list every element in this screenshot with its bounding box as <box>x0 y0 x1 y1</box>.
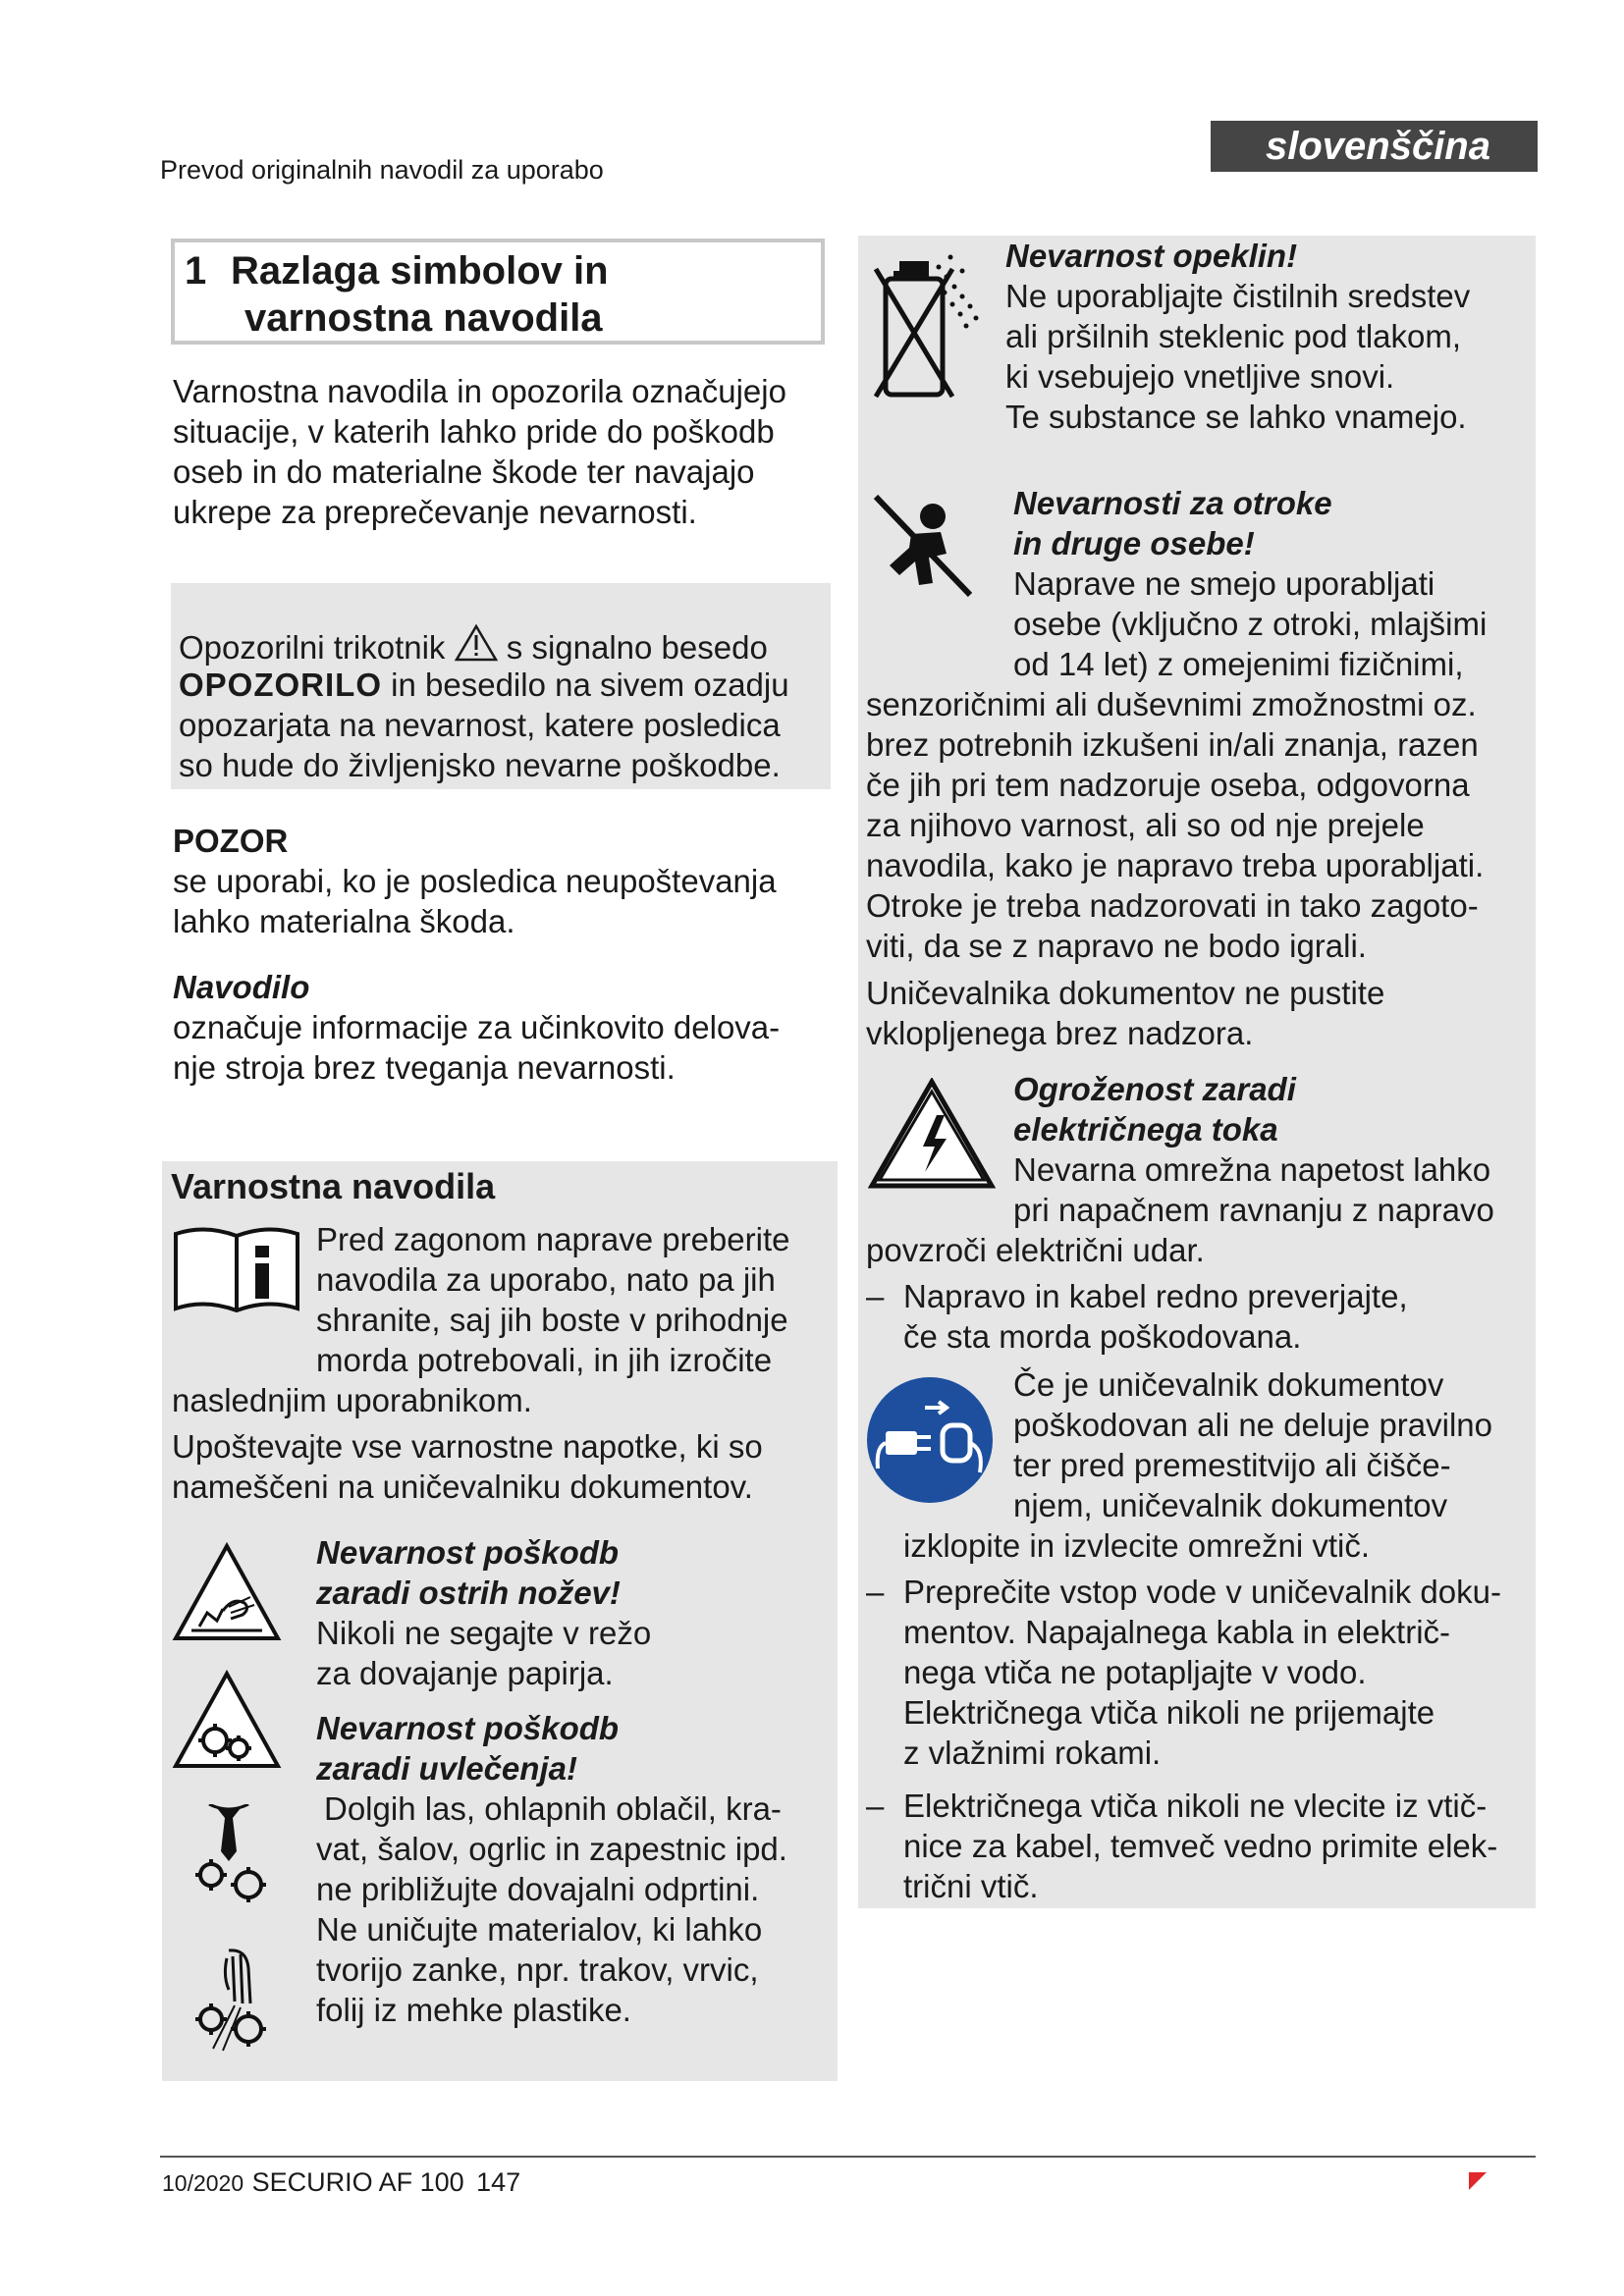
warning-line4: so hude do življenjsko nevarne poškodbe. <box>179 747 781 783</box>
warning-keyword: OPOZORILO <box>179 667 382 703</box>
blades-line: za dovajanje papirja. <box>316 1655 614 1691</box>
blades-line: Nikoli ne segajte v režo <box>316 1615 652 1651</box>
sharp-blades-warning-icon <box>172 1542 282 1644</box>
warning-triangle-icon <box>455 624 498 662</box>
children-title: in druge osebe! <box>1013 525 1255 561</box>
read-manual-text <box>316 1219 832 1380</box>
observe-text <box>172 1426 830 1507</box>
pozor-block <box>173 821 825 941</box>
bullet-line: trični vtič. <box>903 1868 1039 1904</box>
footer-date: 10/2020 <box>162 2170 244 2196</box>
no-children-icon <box>872 493 980 601</box>
entanglement-line: tvorijo zanke, npr. trakov, vrvic, <box>316 1951 759 1988</box>
language-badge <box>1211 121 1538 172</box>
intro-paragraph <box>173 371 825 532</box>
bullet-line: če sta morda poškodovana. <box>903 1318 1302 1355</box>
unplug-mandatory-icon <box>864 1374 996 1506</box>
read-manual-line-last: naslednjim uporabnikom. <box>172 1382 532 1418</box>
footer-page-number: 147 <box>476 2167 521 2197</box>
bullet-check-cable <box>866 1276 1530 1364</box>
unattended-line: vklopljenega brez nadzora. <box>866 1015 1254 1051</box>
safety-heading: Varnostna navodila <box>171 1166 496 1206</box>
hair-entanglement-icon <box>189 1947 278 2056</box>
children-line: če jih pri tem nadzoruje oseba, odgovorna <box>866 767 1470 803</box>
unplug-line: ter pred premestitvijo ali čišče- <box>1013 1447 1451 1483</box>
entanglement-title: zaradi uvlečenja! <box>316 1750 577 1787</box>
bullet-line: nega vtiča ne potapljajte v vodo. <box>903 1654 1367 1690</box>
entanglement-text <box>316 1708 832 2030</box>
intro-line: ukrepe za preprečevanje nevarnosti. <box>173 494 697 530</box>
children-line: Naprave ne smejo uporabljati <box>1013 565 1435 602</box>
read-manual-line: morda potrebovali, in jih izročite <box>316 1342 773 1378</box>
children-title: Nevarnosti za otroke <box>1013 485 1332 521</box>
children-line: Otroke je treba nadzorovati in tako zagoto- <box>866 887 1479 924</box>
pozor-line: se uporabi, ko je posledica neupoštevanja <box>173 863 777 899</box>
read-manual-icon <box>172 1222 301 1316</box>
entanglement-line: vat, šalov, ogrlic in zapestnic ipd. <box>316 1831 787 1867</box>
electric-line: Nevarna omrežna napetost lahko <box>1013 1151 1491 1188</box>
burns-text <box>1005 236 1526 437</box>
tie-entanglement-icon <box>189 1804 278 1910</box>
unplug-line-last: izklopite in izvlecite omrežni vtič. <box>903 1527 1370 1564</box>
navodilo-line: označuje informacije za učinkovito delova- <box>173 1009 781 1045</box>
children-line: od 14 let) z omejenimi fizičnimi, <box>1013 646 1464 682</box>
bullet-line: Napravo in kabel redno preverjajte, <box>903 1278 1408 1314</box>
bullet-line: Električnega vtiča nikoli ne prijemajte <box>903 1694 1435 1731</box>
intro-line: Varnostna navodila in opozorila označujejo <box>173 373 786 409</box>
burns-line: Te substance se lahko vnamejo. <box>1005 399 1467 435</box>
footer-model: SECURIO AF 100 <box>251 2167 464 2197</box>
bullet-line: nice za kabel, temveč vedno primite elek- <box>903 1828 1498 1864</box>
warning-line2-rest: in besedilo na sivem ozadju <box>391 667 789 703</box>
language-label: slovenščina <box>1265 125 1490 168</box>
pozor-heading: POZOR <box>173 823 289 859</box>
warning-line1 <box>179 624 768 667</box>
read-manual-line: navodila za uporabo, nato pa jih <box>316 1261 776 1298</box>
electric-hazard-icon <box>868 1078 996 1190</box>
electric-title: Ogroženost zaradi <box>1013 1071 1296 1107</box>
blades-text <box>316 1532 832 1693</box>
unplug-line: njem, uničevalnik dokumentov <box>1013 1487 1448 1523</box>
bullet-dash: – <box>866 1574 885 1610</box>
children-body <box>866 684 1530 966</box>
intro-line: oseb in do materialne škode ter navajajo <box>173 454 755 490</box>
bullet-line: Električnega vtiča nikoli ne vlecite iz vtič- <box>903 1788 1488 1824</box>
burns-line: Ne uporabljajte čistilnih sredstev <box>1005 278 1471 314</box>
safety-panel <box>162 1161 838 2081</box>
pozor-line: lahko materialna škoda. <box>173 903 515 939</box>
burns-title: Nevarnost opeklin! <box>1005 238 1298 274</box>
children-line: brez potrebnih izkušeni in/ali znanja, razen <box>866 726 1479 763</box>
children-line: viti, da se z napravo ne bodo igrali. <box>866 928 1367 964</box>
footer-rule <box>160 2156 1536 2158</box>
electric-title: električnega toka <box>1013 1111 1278 1148</box>
bullet-line: z vlažnimi rokami. <box>903 1735 1162 1771</box>
warning-line2 <box>179 665 789 705</box>
unplug-line: poškodovan ali ne deluje pravilno <box>1013 1407 1493 1443</box>
children-title-block <box>1013 483 1524 684</box>
blades-title: Nevarnost poškodb <box>316 1534 620 1571</box>
warning-text-a: Opozorilni trikotnik <box>179 629 446 666</box>
blades-title: zaradi ostrih nožev! <box>316 1575 621 1611</box>
observe-line: Upoštevajte vse varnostne napotke, ki so <box>172 1428 763 1465</box>
unplug-line: Če je uničevalnik dokumentov <box>1013 1366 1444 1403</box>
entanglement-title: Nevarnost poškodb <box>316 1710 620 1746</box>
section-title-line2: varnostna navodila <box>244 296 603 340</box>
bullet-line: mentov. Napajalnega kabla in električ- <box>903 1614 1451 1650</box>
entanglement-line: ne približujte dovajalni odprtini. <box>316 1871 760 1907</box>
bullet-line: Preprečite vstop vode v uničevalnik doku- <box>903 1574 1501 1610</box>
warning-line3: opozarjata na nevarnost, katere posledica <box>179 707 781 743</box>
section-heading-box <box>171 239 825 345</box>
header-subtitle: Prevod originalnih navodil za uporabo <box>160 155 604 185</box>
unplug-text <box>1013 1364 1524 1525</box>
entanglement-line: Ne uničujte materialov, ki lahko <box>316 1911 763 1948</box>
section-number: 1 <box>185 249 207 293</box>
unattended-line: Uničevalnika dokumentov ne pustite <box>866 975 1385 1011</box>
entanglement-line: Dolgih las, ohlapnih oblačil, kra- <box>324 1790 782 1827</box>
entanglement-warning-icon <box>172 1670 282 1772</box>
unattended-text <box>866 973 1530 1053</box>
bullet-water <box>866 1572 1530 1778</box>
children-line: osebe (vključno z otroki, mlajšimi <box>1013 606 1488 642</box>
observe-line: nameščeni na uničevalniku dokumentov. <box>172 1468 753 1505</box>
footer-corner-mark-icon <box>1469 2172 1487 2190</box>
no-spray-can-icon <box>868 249 986 406</box>
electric-line: pri napačnem ravnanju z napravo <box>1013 1192 1494 1228</box>
navodilo-block <box>173 967 825 1088</box>
warning-explanation-box <box>171 583 831 789</box>
children-line: senzoričnimi ali duševnimi zmožnostmi oz. <box>866 686 1477 722</box>
footer-info <box>162 2166 520 2203</box>
burns-line: ki vsebujejo vnetljive snovi. <box>1005 358 1395 395</box>
bullet-plug <box>866 1786 1530 1913</box>
warning-text-b: s signalno besedo <box>506 629 768 666</box>
entanglement-line: folij iz mehke plastike. <box>316 1992 631 2028</box>
electric-title-block <box>1013 1069 1524 1230</box>
section-title-line1: Razlaga simbolov in <box>231 249 609 293</box>
bullet-dash: – <box>866 1788 885 1824</box>
read-manual-line: shranite, saj jih boste v prihodnje <box>316 1302 788 1338</box>
children-line: navodila, kako je napravo treba uporabljati. <box>866 847 1485 883</box>
burns-line: ali pršilnih steklenic pod tlakom, <box>1005 318 1462 354</box>
children-line: za njihovo varnost, ali so od nje prejele <box>866 807 1425 843</box>
read-manual-line: Pred zagonom naprave preberite <box>316 1221 790 1257</box>
right-safety-panel <box>858 236 1536 1908</box>
electric-line-last: povzroči električni udar. <box>866 1232 1205 1268</box>
navodilo-line: nje stroja brez tveganja nevarnosti. <box>173 1049 676 1086</box>
intro-line: situacije, v katerih lahko pride do poškodb <box>173 413 775 450</box>
bullet-dash: – <box>866 1278 885 1314</box>
navodilo-heading: Navodilo <box>173 969 310 1005</box>
